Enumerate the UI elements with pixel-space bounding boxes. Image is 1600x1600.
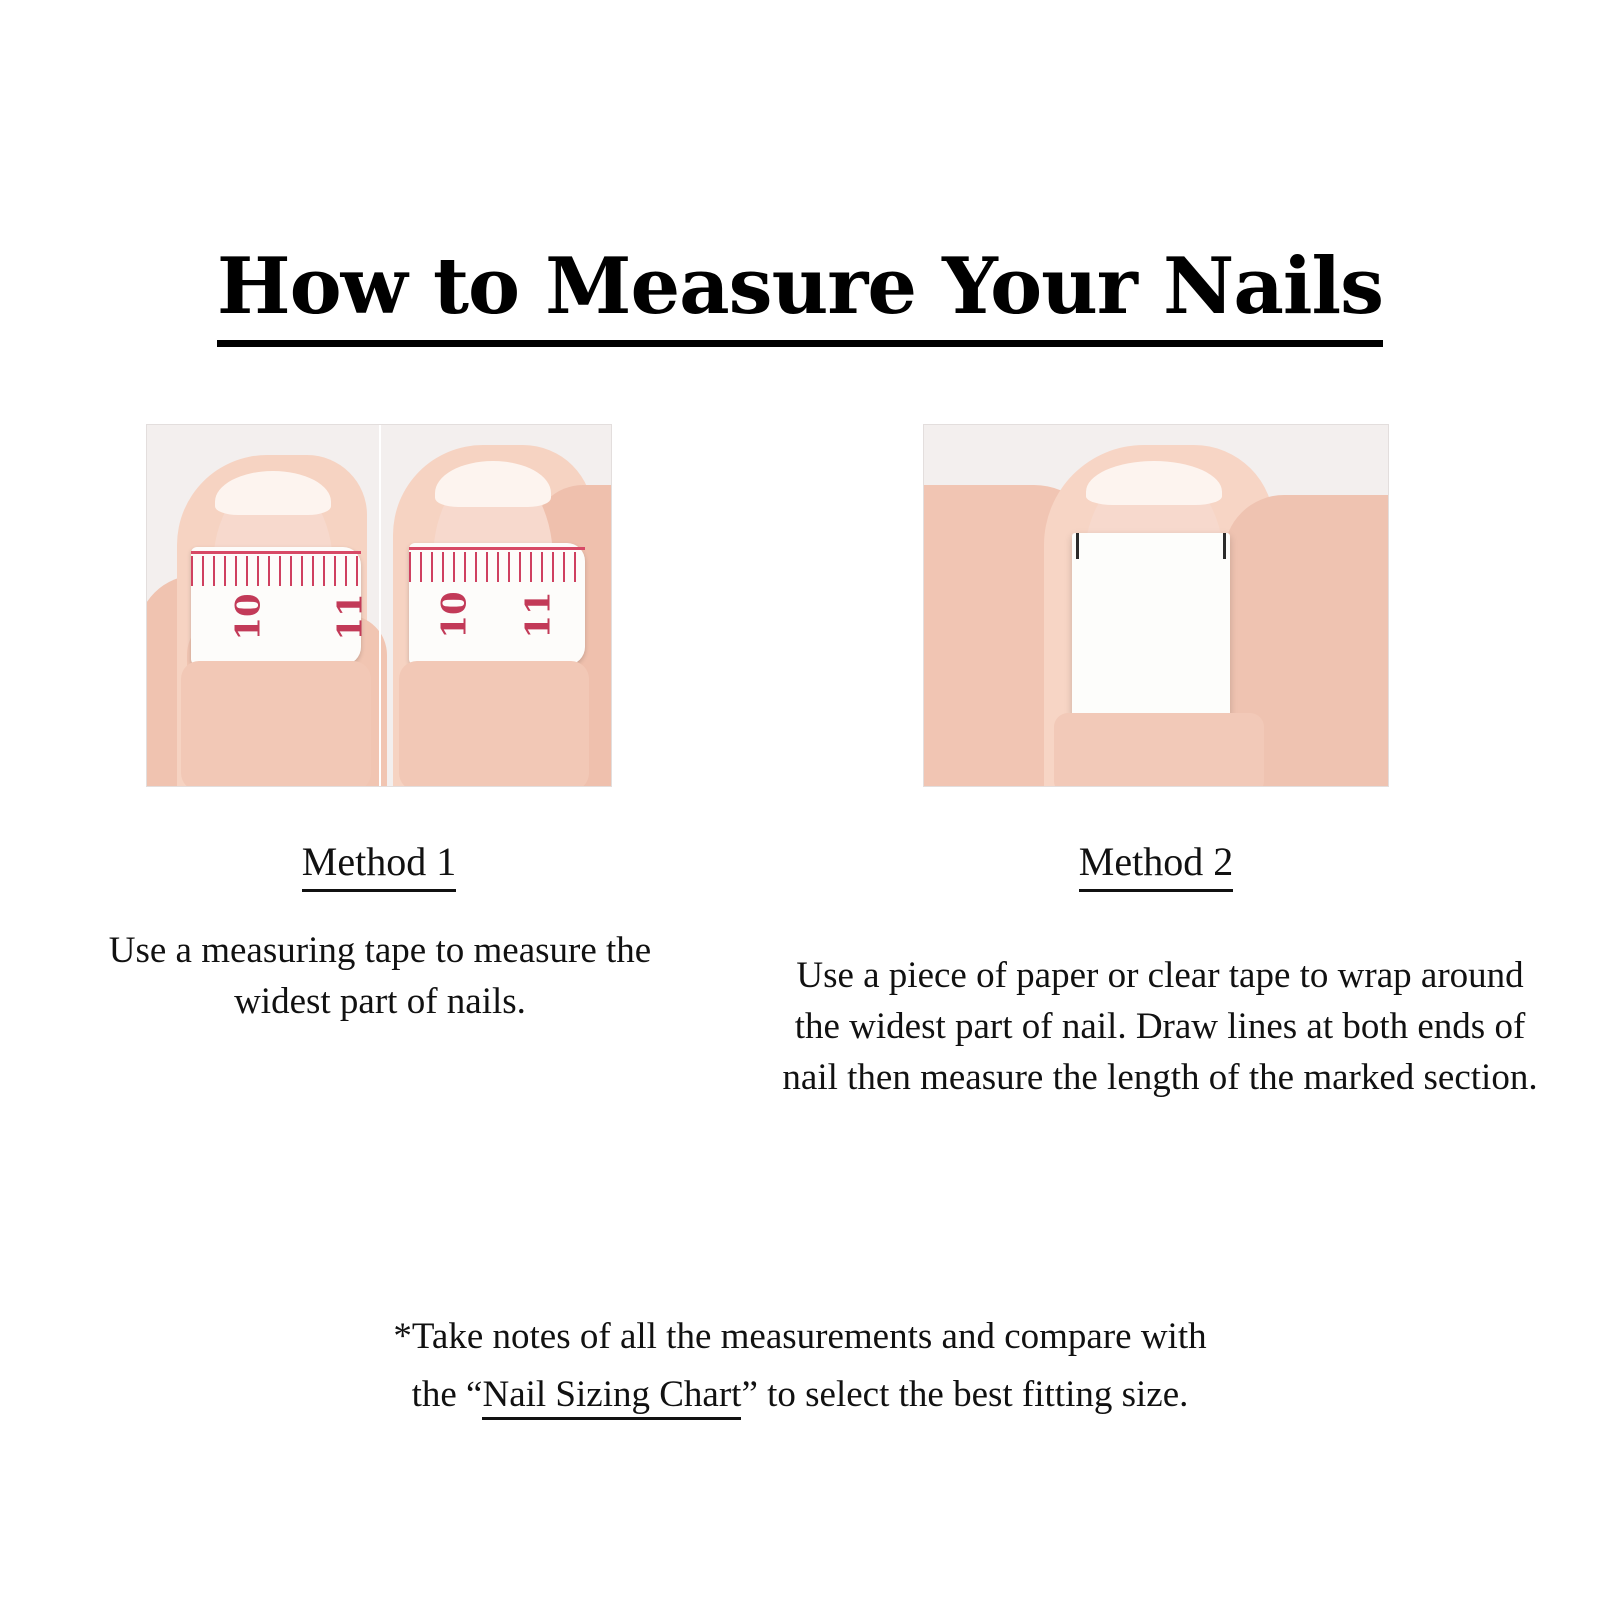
method-1-image <box>146 424 612 787</box>
method-2-description: Use a piece of paper or clear tape to wrap around the widest part of nail. Draw lines at both ends of nail then measure the length of the marked section. <box>782 955 1538 1099</box>
footnote-line-2 <box>0 1368 1600 1422</box>
method-1-caption <box>146 840 612 892</box>
tape-ticks <box>191 556 361 586</box>
page-title-container <box>0 241 1600 347</box>
fingertip-pad-shape <box>1054 713 1264 787</box>
tape-edge-line <box>191 551 361 554</box>
tape-number: 11 <box>330 593 371 641</box>
method-1-label: Method 1 <box>302 840 456 892</box>
page-title: How to Measure Your Nails <box>217 248 1383 347</box>
method-2-caption <box>923 840 1389 892</box>
image-divider <box>379 425 381 786</box>
measuring-tape-strip <box>409 543 585 665</box>
mark-line-right <box>1223 533 1226 559</box>
tape-ticks <box>409 552 585 582</box>
footnote-line-1 <box>0 1310 1600 1364</box>
tape-number: 10 <box>228 593 269 641</box>
measuring-tape-strip <box>191 547 371 665</box>
tape-edge-line <box>409 547 585 550</box>
fingertip-pad-shape <box>181 661 371 787</box>
method-1-description: Use a measuring tape to measure the widest part of nails. <box>108 930 652 1023</box>
nail-sizing-chart-reference: Nail Sizing Chart <box>482 1374 741 1420</box>
tape-number: 10 <box>434 591 475 639</box>
footnote-text-2b: ” to select the best fitting size. <box>741 1374 1189 1415</box>
mark-line-left <box>1076 533 1079 559</box>
footnote-text-1: *Take notes of all the measurements and compare with <box>393 1316 1207 1357</box>
paper-strip <box>1072 533 1230 718</box>
method-2-image <box>923 424 1389 787</box>
fingertip-pad-shape <box>399 661 589 787</box>
photo-row <box>0 424 1600 789</box>
method-2-label: Method 2 <box>1079 840 1233 892</box>
footnote-text-2a: the “ <box>411 1374 483 1415</box>
tape-number: 11 <box>518 591 559 639</box>
